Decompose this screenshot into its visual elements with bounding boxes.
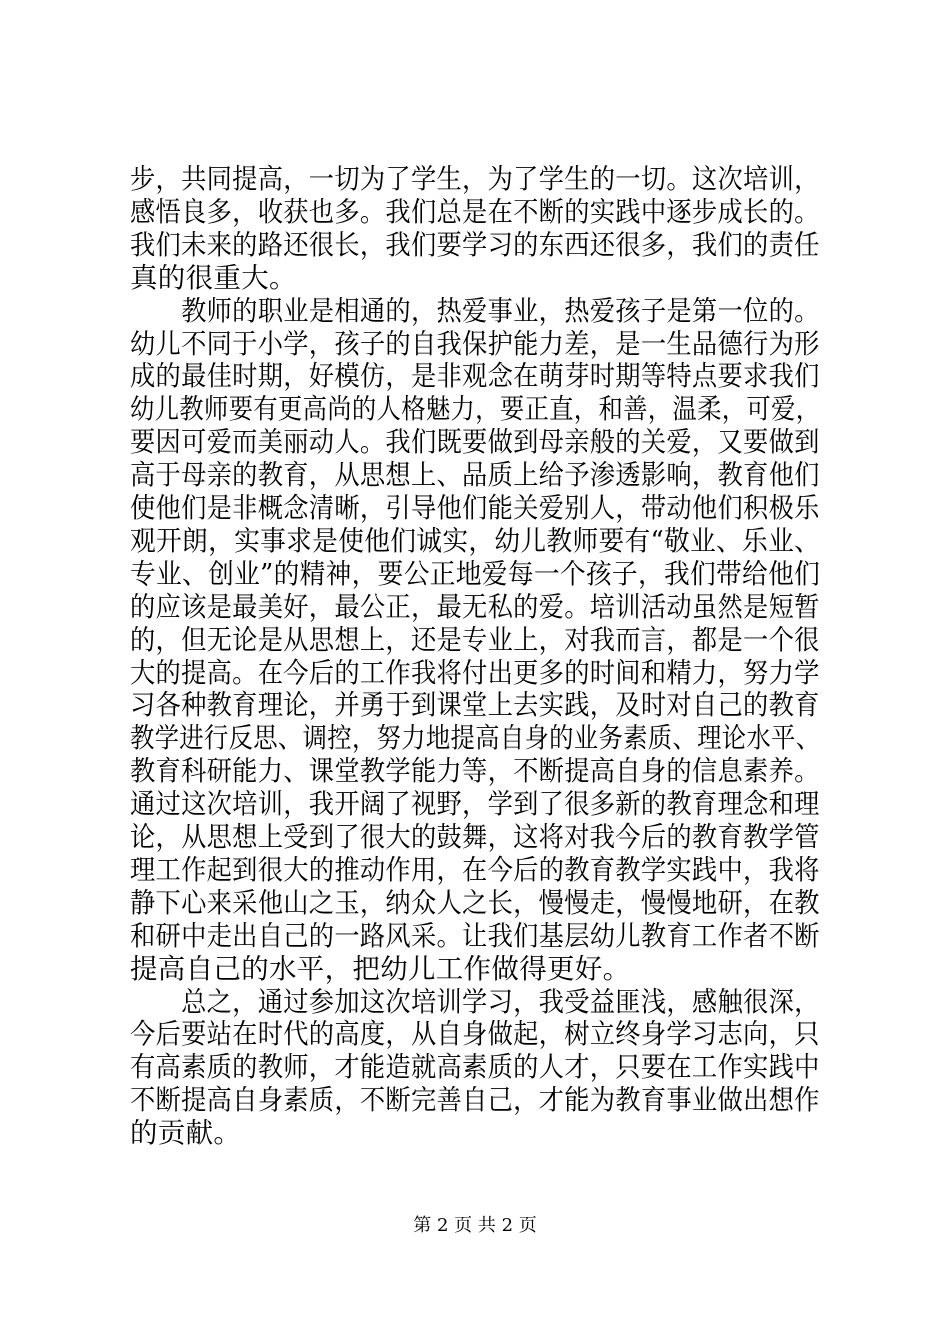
text-line: 理工作起到很大的推动作用，在今后的教育教学实践中，我将 [130,853,820,886]
text-line: 有高素质的教师，才能造就高素质的人才，只要在工作实践中 [130,1051,820,1084]
text-line: 今后要站在时代的高度，从自身做起，树立终身学习志向，只 [130,1018,820,1051]
text-line: 真的很重大。 [130,261,297,294]
text-line: 不断提高自身素质，不断完善自己，才能为教育事业做出想作 [130,1084,820,1117]
text-line: 感悟良多，收获也多。我们总是在不断的实践中逐步成长的。 [130,195,820,228]
text-line: 论，从思想上受到了很大的鼓舞，这将对我今后的教育教学管 [130,821,820,853]
text-line: 使他们是非概念清晰，引导他们能关爱别人，带动他们积极乐 [130,492,820,524]
text-line: 大的提高。在今后的工作我将付出更多的时间和精力，努力学 [130,656,820,689]
text-line: 成的最佳时期，好模仿，是非观念在萌芽时期等特点要求我们 [130,360,820,393]
text-line: 幼儿不同于小学，孩子的自我保护能力差，是一生品德行为形 [130,327,820,360]
text-line: 和研中走出自己的一路风采。让我们基层幼儿教育工作者不断 [130,919,820,952]
text-line: 要因可爱而美丽动人。我们既要做到母亲般的关爱，又要做到 [130,426,820,459]
text-line: 的贡献。 [130,1117,242,1150]
text-line: 的，但无论是从思想上，还是专业上，对我而言，都是一个很 [130,623,820,656]
text-line: 高于母亲的教育，从思想上、品质上给予渗透影响，教育他们 [130,459,820,492]
text-line: 教育科研能力、课堂教学能力等，不断提高自身的信息素养。 [130,755,820,788]
text-line: 的应该是最美好，最公正，最无私的爱。培训活动虽然是短暂 [130,590,820,623]
text-line: 幼儿教师要有更高尚的人格魅力，要正直，和善，温柔，可爱， [130,393,821,426]
text-line: 静下心来采他山之玉，纳众人之长，慢慢走，慢慢地研，在教 [130,886,820,919]
text-line: 观开朗，实事求是使他们诚实，幼儿教师要有“敬业、乐业、 [130,524,821,557]
text-line: 提高自己的水平，把幼儿工作做得更好。 [130,952,631,985]
text-line: 教师的职业是相通的，热爱事业，热爱孩子是第一位的。 [130,294,820,327]
text-line: 通过这次培训，我开阔了视野，学到了很多新的教育理念和理 [130,788,820,821]
text-line: 我们未来的路还很长，我们要学习的东西还很多，我们的责任 [130,228,820,261]
text-line: 步，共同提高，一切为了学生，为了学生的一切。这次培训， [130,163,820,195]
text-line: 习各种教育理论，并勇于到课堂上去实践，及时对自己的教育 [130,689,820,722]
text-line: 教学进行反思、调控，努力地提高自身的业务素质、理论水平、 [130,722,821,755]
page-footer: 第 2 页 共 2 页 [413,1215,537,1236]
text-line: 专业、创业”的精神，要公正地爱每一个孩子，我们带给他们 [130,557,821,590]
text-line: 总之，通过参加这次培训学习，我受益匪浅，感触很深， [130,985,820,1018]
